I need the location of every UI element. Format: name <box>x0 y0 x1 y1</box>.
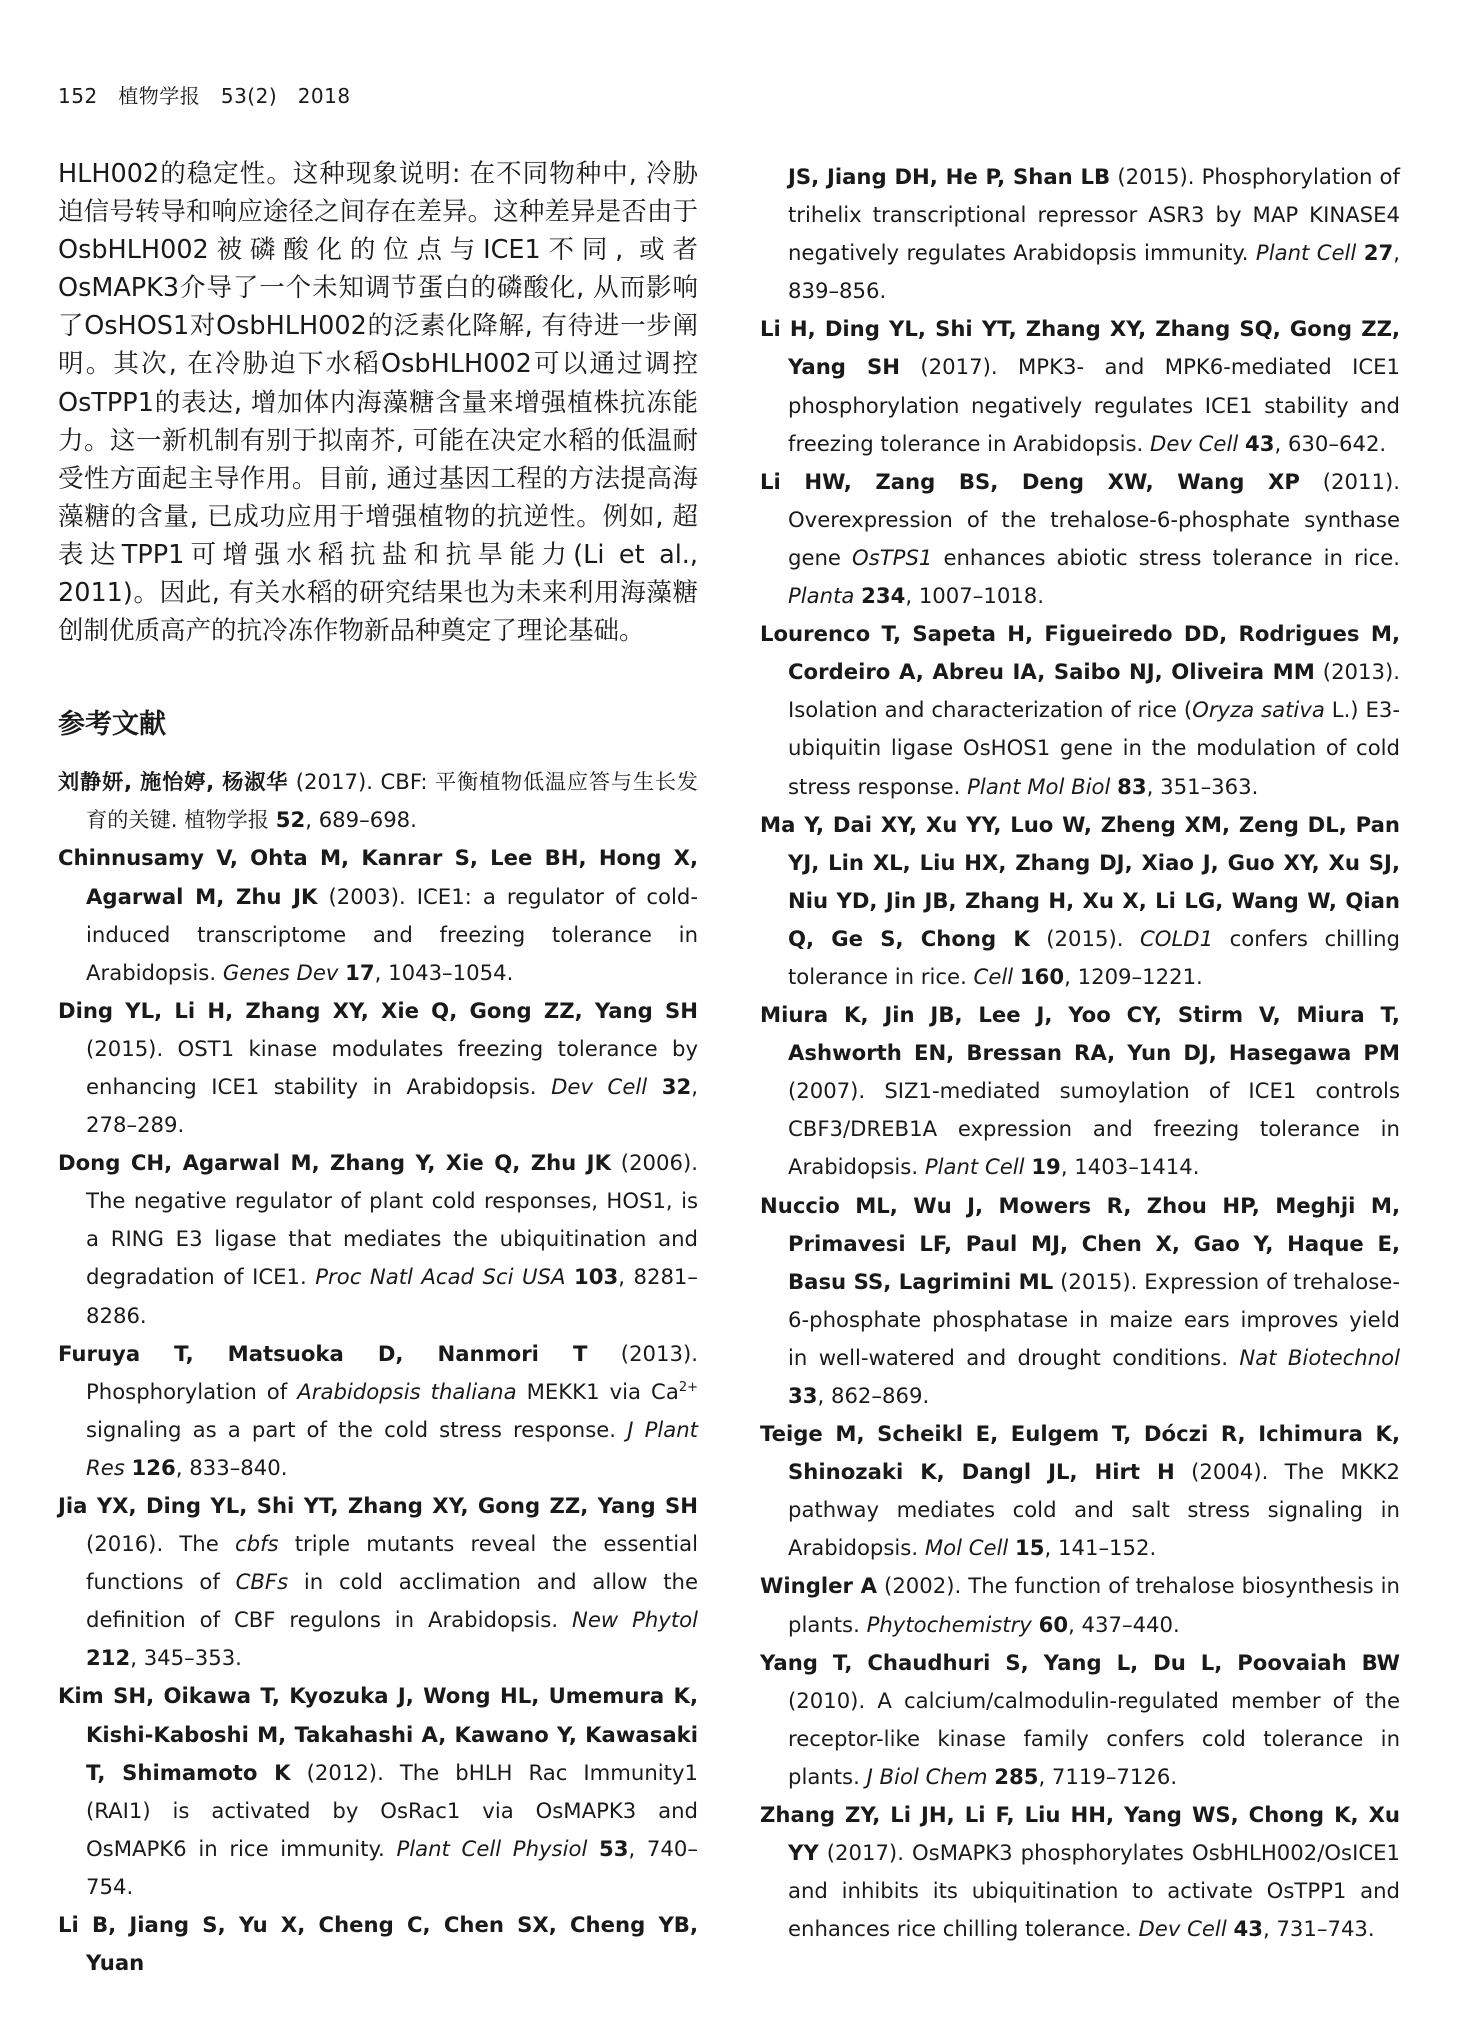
reference-volume: 60 <box>1038 1611 1069 1637</box>
reference-item <box>58 1487 698 1677</box>
reference-authors: Chinnusamy V, Ohta M, Kanrar S, Lee BH, Hong X, Agarwal M, Zhu JK <box>58 845 698 909</box>
reference-item <box>58 1906 698 1982</box>
reference-journal: Plant Cell Physiol <box>396 1835 588 1861</box>
reference-text: (2003). ICE1: a regulator of cold-induced transcriptome and freezing tolerance in Arabidopsis. <box>86 883 699 985</box>
reference-item <box>760 158 1400 310</box>
reference-volume: 19 <box>1031 1154 1061 1180</box>
reference-volume: 43 <box>1244 430 1275 456</box>
reference-pages: , 1403–1414. <box>1060 1154 1200 1180</box>
reference-volume: 103 <box>574 1264 619 1290</box>
reference-journal: Dev Cell <box>551 1073 648 1099</box>
reference-pages: , 740–754. <box>86 1835 698 1899</box>
reference-pages: , 833–840. <box>175 1454 288 1480</box>
reference-pages: , 351–363. <box>1146 773 1259 799</box>
running-header <box>58 80 351 109</box>
volume-issue: 53(2) <box>220 84 278 108</box>
reference-text: (2012). The bHLH Rac Immunity1 (RAI1) is activated by OsRac1 via OsMAPK3 and OsMAPK6 in rice immunity. <box>86 1759 698 1861</box>
reference-journal: Genes Dev <box>222 959 339 985</box>
reference-authors: Teige M, Scheikl E, Eulgem T, Dóczi R, Ichimura K, Shinozaki K, Dangl JL, Hirt H <box>760 1421 1400 1485</box>
reference-item <box>58 1144 698 1334</box>
reference-text: in cold acclimation and allow the definition of CBF regulons in Arabidopsis. <box>86 1569 698 1633</box>
reference-pages: , 141–152. <box>1044 1535 1157 1561</box>
reference-item <box>58 839 698 991</box>
reference-item <box>760 615 1400 805</box>
reference-text: (2013). Phosphorylation of <box>86 1340 698 1404</box>
reference-volume: 52 <box>275 807 306 833</box>
reference-volume: 53 <box>599 1835 629 1861</box>
reference-item <box>760 1644 1400 1796</box>
reference-pages: , 689–698. <box>305 807 417 833</box>
reference-text: (2015). <box>1029 925 1141 951</box>
body-paragraph: HLH002的稳定性。这种现象说明: 在不同物种中, 冷胁迫信号转导和响应途径之间存在差异。这种差异是否由于OsbHLH002被磷酸化的位点与ICE1不同, 或者OsMAPK3介导了一个未知调节蛋白的磷酸化, 从而影响了OsHOS1对OsbHLH002的泛素化降解, 有待进一步阐明。其次, 在冷胁迫下水稻OsbHLH002可以通过调控OsTPP1的表达, 增加体内海藻糖含量来增强植株抗冻能力。这一新机制有别于拟南芥, 可能在决定水稻的低温耐受性方面起主导作用。目前, 通过基因工程的方法提高海藻糖的含量, 已成功应用于增强植物的抗逆性。例如, 超表达TPP1可增强水稻抗盐和抗旱能力(Li et al., 2011)。因此, 有关水稻的研究结果也为未来利用海藻糖创制优质高产的抗冷冻作物新品种奠定了理论基础。 <box>58 159 698 647</box>
reference-text: (2015). Expression of trehalose-6-phosphate phosphatase in maize ears improves yield in well-watered and drought conditions. <box>788 1268 1400 1370</box>
reference-authors: 刘静妍, 施怡婷, 杨淑华 <box>58 769 289 795</box>
journal-name: 植物学报 <box>118 84 201 108</box>
reference-authors: JS, Jiang DH, He P, Shan LB <box>788 164 1111 189</box>
reference-item <box>760 1567 1400 1643</box>
reference-authors: Li B, Jiang S, Yu X, Cheng C, Chen SX, Cheng YB, Yuan <box>58 1912 698 1976</box>
reference-volume: 234 <box>861 583 906 609</box>
reference-item <box>760 1796 1400 1948</box>
reference-italic-term: cbfs <box>234 1531 279 1557</box>
reference-pages: , 1043–1054. <box>374 959 514 985</box>
reference-item <box>58 1335 698 1487</box>
reference-item <box>58 763 698 839</box>
reference-text: L.) E3-ubiquitin ligase OsHOS1 gene in the modulation of cold stress response. <box>788 697 1400 799</box>
reference-authors: Dong CH, Agarwal M, Zhang Y, Xie Q, Zhu JK <box>58 1150 611 1176</box>
reference-text: (2017). MPK3- and MPK6-mediated ICE1 phosphorylation negatively regulates ICE1 stability and freezing tolerance in Arabidopsis. <box>788 354 1400 456</box>
reference-text: (2013). Isolation and characterization of rice ( <box>788 659 1400 723</box>
reference-volume: 285 <box>994 1763 1039 1789</box>
reference-authors: Wingler A <box>760 1573 878 1599</box>
reference-superscript: 2+ <box>678 1379 698 1395</box>
reference-journal: Plant Cell <box>1255 240 1357 266</box>
reference-volume: 33 <box>788 1383 818 1408</box>
reference-item <box>760 1187 1400 1416</box>
reference-item <box>760 463 1400 615</box>
reference-text: triple mutants reveal the essential functions of <box>86 1531 698 1595</box>
reference-text: MEKK1 via Ca <box>516 1378 679 1404</box>
right-column <box>760 158 1400 1948</box>
reference-authors: Li HW, Zang BS, Deng XW, Wang XP <box>760 468 1300 494</box>
reference-pages: , 862–869. <box>817 1383 930 1408</box>
reference-pages: , 7119–7126. <box>1038 1763 1178 1789</box>
reference-item <box>760 996 1400 1186</box>
reference-journal: New Phytol <box>571 1607 698 1633</box>
reference-pages: , 437–440. <box>1068 1611 1180 1637</box>
reference-text: (2010). A calcium/calmodulin-regulated member of the receptor-like kinase family confers cold tolerance in plants. <box>788 1687 1400 1789</box>
reference-volume: 83 <box>1117 773 1147 799</box>
reference-authors: Zhang ZY, Li JH, Li F, Liu HH, Yang WS, Chong K, Xu YY <box>760 1802 1400 1866</box>
reference-journal: Planta <box>788 583 855 609</box>
reference-authors: Kim SH, Oikawa T, Kyozuka J, Wong HL, Umemura K, Kishi-Kaboshi M, Takahashi A, Kawano Y, Kawasaki T, Shimamoto K <box>58 1683 698 1785</box>
reference-item <box>58 992 698 1144</box>
reference-italic-term: Arabidopsis thaliana <box>297 1378 517 1404</box>
reference-text: confers chilling tolerance in rice. <box>788 925 1400 989</box>
reference-journal: Dev Cell <box>1150 430 1239 456</box>
reference-authors: Li H, Ding YL, Shi YT, Zhang XY, Zhang SQ, Gong ZZ, Yang SH <box>760 316 1400 380</box>
reference-authors: Lourenco T, Sapeta H, Figueiredo DD, Rodrigues M, Cordeiro A, Abreu IA, Saibo NJ, Oliveira MM <box>760 621 1400 685</box>
reference-text: (2006). The negative regulator of plant cold responses, HOS1, is a RING E3 ligase that mediates the ubiquitination and degradation of ICE1. <box>86 1150 698 1290</box>
reference-list-right <box>760 158 1400 1948</box>
reference-text: (2015). Phosphorylation of trihelix transcriptional repressor ASR3 by MAP KINASE4 negatively regulates Arabidopsis immunity. <box>788 164 1400 266</box>
reference-item <box>760 310 1400 462</box>
reference-text: (2007). SIZ1-mediated sumoylation of ICE1 controls CBF3/DREB1A expression and freezing tolerance in Arabidopsis. <box>788 1078 1400 1180</box>
reference-authors: Furuya T, Matsuoka D, Nanmori T <box>58 1340 588 1366</box>
reference-journal: Cell <box>973 963 1014 989</box>
reference-text: (2015). OST1 kinase modulates freezing tolerance by enhancing ICE1 stability in Arabidopsis. <box>86 1035 698 1099</box>
reference-text: (2016). The <box>86 1531 235 1557</box>
reference-journal: Plant Cell <box>924 1154 1025 1180</box>
reference-text: (2017). CBF: 平衡植物低温应答与生长发育的关键. 植物学报 <box>86 769 698 833</box>
reference-authors: Nuccio ML, Wu J, Mowers R, Zhou HP, Meghji M, Primavesi LF, Paul MJ, Chen X, Gao Y, Haque E, Basu SS, Lagrimini ML <box>760 1192 1400 1294</box>
left-column <box>58 155 698 1982</box>
reference-item <box>760 1415 1400 1567</box>
reference-pages: , 630–642. <box>1274 430 1387 456</box>
reference-journal: Dev Cell <box>1138 1916 1227 1942</box>
reference-authors: Ding YL, Li H, Zhang XY, Xie Q, Gong ZZ, Yang SH <box>58 997 698 1023</box>
reference-italic-term: Oryza sativa <box>1192 697 1325 723</box>
reference-volume: 160 <box>1019 963 1065 989</box>
reference-text: (2002). The function of trehalose biosynthesis in plants. <box>788 1573 1400 1637</box>
reference-pages: , 731–743. <box>1262 1916 1375 1942</box>
reference-item <box>760 806 1400 996</box>
reference-volume: 15 <box>1015 1535 1045 1561</box>
reference-authors: Miura K, Jin JB, Lee J, Yoo CY, Stirm V, Miura T, Ashworth EN, Bressan RA, Yun DJ, Hasegawa PM <box>760 1002 1400 1066</box>
reference-list-left <box>58 763 698 1982</box>
reference-volume: 126 <box>131 1454 176 1480</box>
reference-journal: Plant Mol Biol <box>967 773 1111 799</box>
reference-text: signaling as a part of the cold stress response. <box>86 1416 628 1442</box>
reference-journal: J Biol Chem <box>866 1763 988 1789</box>
reference-text: (2017). OsMAPK3 phosphorylates OsbHLH002/OsICE1 and inhibits its ubiquitination to activate OsTPP1 and enhances rice chilling tolerance. <box>788 1840 1400 1942</box>
reference-authors: Yang T, Chaudhuri S, Yang L, Du L, Poovaiah BW <box>760 1649 1400 1675</box>
reference-authors: Ma Y, Dai XY, Xu YY, Luo W, Zheng XM, Zeng DL, Pan YJ, Lin XL, Liu HX, Zhang DJ, Xiao J, Guo XY, Xu SJ, Niu YD, Jin JB, Zhang H, Xu X, Li LG, Wang W, Qian Q, Ge S, Chong K <box>760 811 1400 951</box>
reference-journal: Nat Biotechnol <box>1239 1344 1400 1370</box>
reference-text: enhances abiotic stress tolerance in rice. <box>932 544 1400 570</box>
reference-authors: Jia YX, Ding YL, Shi YT, Zhang XY, Gong ZZ, Yang SH <box>58 1493 698 1518</box>
reference-italic-term: CBFs <box>235 1569 289 1595</box>
reference-volume: 17 <box>345 959 375 985</box>
references-heading: 参考文献 <box>58 709 166 741</box>
reference-text: (2011). Overexpression of the trehalose-6-phosphate synthase gene <box>788 468 1400 570</box>
reference-pages: , 278–289. <box>86 1073 698 1138</box>
reference-pages: , 345–353. <box>130 1645 242 1671</box>
reference-journal: Mol Cell <box>924 1535 1009 1561</box>
reference-volume: 32 <box>661 1073 692 1099</box>
reference-journal: J Plant Res <box>86 1416 698 1480</box>
reference-volume: 27 <box>1363 240 1394 266</box>
reference-volume: 212 <box>86 1645 131 1671</box>
page-number: 152 <box>58 84 98 108</box>
reference-pages: , 839–856. <box>788 240 1400 304</box>
reference-italic-term: OsTPS1 <box>852 544 933 570</box>
reference-italic-term: COLD1 <box>1140 925 1214 951</box>
reference-text: (2004). The MKK2 pathway mediates cold and salt stress signaling in Arabidopsis. <box>788 1459 1400 1561</box>
year: 2018 <box>297 84 351 108</box>
reference-volume: 43 <box>1233 1916 1263 1942</box>
reference-pages: , 1209–1221. <box>1064 963 1203 989</box>
reference-journal: Phytochemistry <box>866 1611 1032 1637</box>
reference-pages: , 8281–8286. <box>86 1264 698 1328</box>
reference-pages: , 1007–1018. <box>905 583 1044 609</box>
reference-item <box>58 1677 698 1906</box>
reference-journal: Proc Natl Acad Sci USA <box>315 1264 566 1290</box>
